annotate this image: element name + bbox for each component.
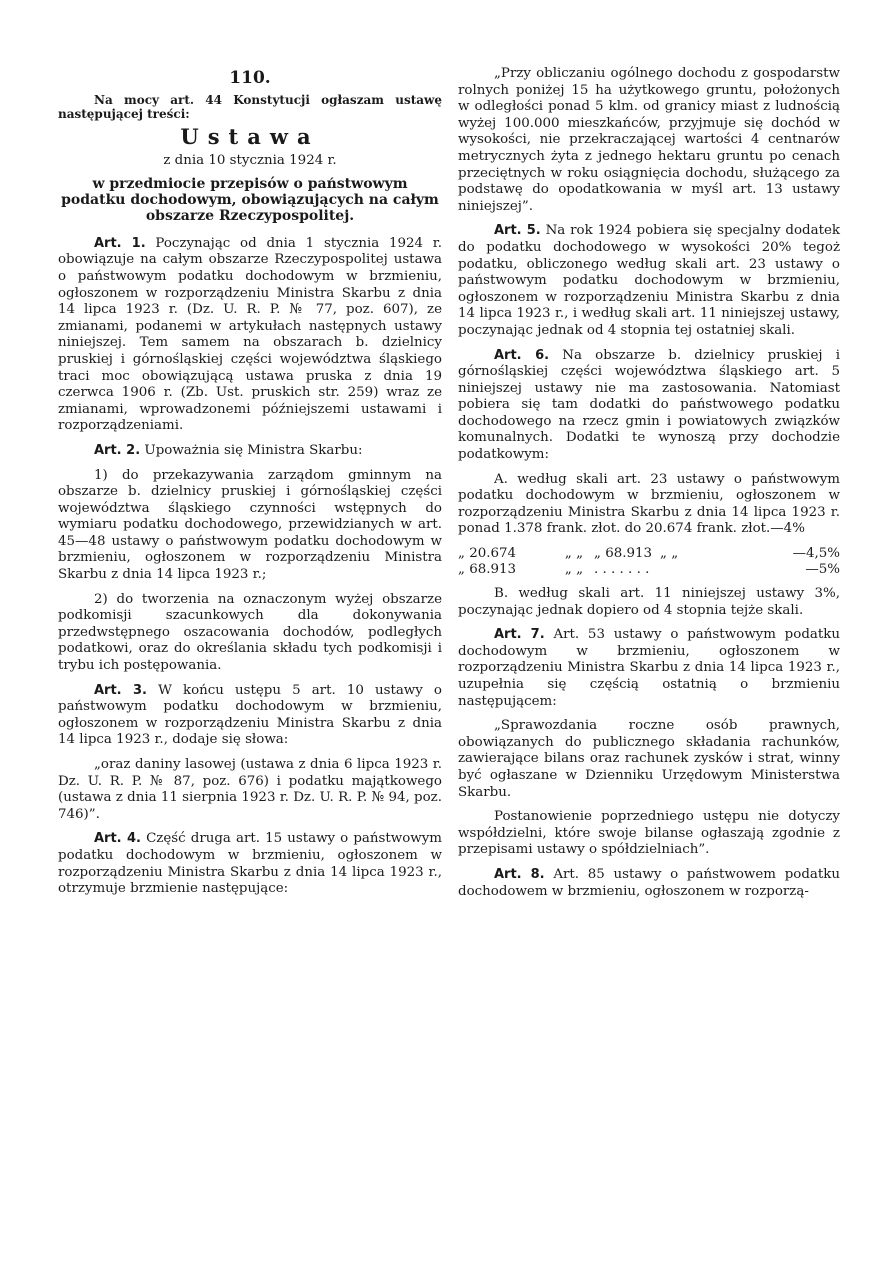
table-cell: „ 68.913: [594, 546, 653, 562]
article-4-quote: „Przy obliczaniu ogólnego dochodu z gospodarstw rolnych poniżej 15 ha użytkowego gruntu, położonych w odległości ponad 5 klm. od granicy miast z ludnością wyżej 100.000 mieszkańców, przyjmuje się dochód w wysokości, nie przekraczającej wartości 4 centnarów metrycznych żyta z jednego hektaru gruntu po cenach przeciętnych w roku osiągnięcia dochodu, służącego za podstawę do opodatkowania w myśl art. 13 ustawy niniejszej”.: [458, 66, 840, 214]
table-row: [458, 546, 840, 562]
article-4-label: Art. 4.: [94, 831, 141, 847]
article-8-text: Art. 85 ustawy o państwowem podatku dochodowem w brzmieniu, ogłoszonem w rozporzą-: [458, 866, 841, 899]
article-8: [458, 867, 840, 900]
article-2: [58, 443, 442, 460]
article-8-label: Art. 8.: [494, 866, 545, 882]
document-title: Ustawa: [180, 123, 320, 149]
table-cell: —5%: [805, 562, 840, 578]
rate-table: [458, 546, 840, 578]
article-7-quote-2: Postanowienie poprzedniego ustępu nie dotyczy współdzielni, które swoje bilanse ogłaszają zgodnie z przepisami ustawy o spółdzielniach”.: [458, 809, 840, 858]
article-3-quote: „oraz daniny lasowej (ustawa z dnia 6 lipca 1923 r. Dz. U. R. P. № 87, poz. 676) i podatku majątkowego (ustawa z dnia 11 sierpnia 1923 r. Dz. U. R. P. № 94, poz. 746)”.: [58, 757, 442, 822]
article-6-text: Na obszarze b. dzielnicy pruskiej i górnośląskiej części województwa śląskiego art. 5 niniejszej ustawy nie ma zastosowania. Natomiast pobiera się tam dodatki do państwowego podatku dochodowego na rzecz gmin i powiatowych związków komunalnych. Dodatki te wynoszą przy dochodzie podatkowym:: [458, 347, 840, 463]
article-7-text: Art. 53 ustawy o państwowym podatku dochodowym w brzmieniu, ogłoszonem w rozporządzeniu Ministra Skarbu z dnia 14 lipca 1923 r., uzupełnia się częścią ostatnią o brzmieniu następującem:: [458, 627, 840, 709]
table-cell: „ 20.674: [458, 546, 517, 562]
article-7-label: Art. 7.: [494, 627, 545, 643]
article-6-label: Art. 6.: [494, 347, 550, 363]
article-5: [458, 223, 840, 339]
table-cell: —4,5%: [792, 546, 840, 562]
article-7-quote-1: „Sprawozdania roczne osób prawnych, obowiązanych do publicznego składania rachunków, zawierające bilans oraz rachunek zysków i strat, winny być ogłaszane w Dzienniku Urzędowym Ministerstwa Skarbu.: [458, 718, 840, 800]
table-cell: „ „: [660, 546, 679, 562]
article-3-text: W końcu ustępu 5 art. 10 ustawy o państwowym podatku dochodowym w brzmieniu, ogłoszonem w rozporządzeniu Ministra Skarbu z dnia 14 lipca 1923 r., dodaje się słowa:: [58, 682, 442, 748]
act-number: 110.: [229, 68, 271, 88]
article-1-text: Poczynając od dnia 1 stycznia 1924 r. obowiązuje na całym obszarze Rzeczypospolitej ustawa o państwowym podatku dochodowym w brzmieniu, ogłoszonem w rozporządzeniu Ministra Skarbu z dnia 14 lipca 1923 r. (Dz. U. R. P. № 77, poz. 607), ze zmianami, podanemi w artykułach następnych ustawy niniejszej. Tem samem na obszarach b. dzielnicy pruskiej i górnośląskiej części województwa śląskiego traci moc obowiązującą ustawa pruska z dnia 19 czerwca 1906 r. (Zb. Ust. pruskich str. 259) wraz ze zmianami, wprowadzonemi późniejszemi ustawami i rozporządzeniami.: [58, 235, 442, 434]
article-5-text: Na rok 1924 pobiera się specjalny dodatek do podatku dochodowego w wysokości 20% tegoż podatku, obliczonego według skali art. 23 ustawy o państwowym podatku dochodowym w brzmieniu, ogłoszonem w rozporządzeniu Ministra Skarbu z dnia 14 lipca 1923 r., i według skali art. 11 niniejszej ustawy, poczynając jednak od 4 stopnia tej ostatniej skali.: [458, 223, 840, 338]
right-column: [458, 66, 840, 908]
article-6-scale-b: B. według skali art. 11 niniejszej ustawy 3%, poczynając jednak dopiero od 4 stopnia tejże skali.: [458, 586, 840, 618]
left-column: [58, 66, 442, 906]
intro-text: Na mocy art. 44 Konstytucji ogłaszam ustawę następującej treści:: [58, 92, 442, 121]
article-2-point-2: 2) do tworzenia na oznaczonym wyżej obszarze podkomisji szacunkowych dla dokonywania przedwstępnego oszacowania dochodów, podległych podatkowi, oraz do określania składu tych podkomisji i trybu ich postępowania.: [58, 591, 442, 674]
table-cell: „ „: [564, 546, 584, 562]
article-5-label: Art. 5.: [494, 223, 541, 239]
article-2-point-1: 1) do przekazywania zarządom gminnym na obszarze b. dzielnicy pruskiej i górnośląskiej części województwa śląskiego czynności wstępnych do wymiaru podatku dochodowego, przewidzianych w art. 45—48 ustawy o państwowym podatku dochodowym w brzmieniu, ogłoszonem w rozporządzeniu Ministra Skarbu z dnia 14 lipca 1923 r.;: [58, 467, 442, 583]
article-3-label: Art. 3.: [94, 682, 147, 698]
document-date: z dnia 10 stycznia 1924 r.: [163, 153, 337, 169]
article-6-scale-a: A. według skali art. 23 ustawy o państwowym podatku dochodowym w brzmieniu, ogłoszonem w rozporządzeniu Ministra Skarbu z dnia 14 lipca 1923 r. ponad 1.378 frank. złot. do 20.674 frank. złot.—4%: [458, 471, 840, 537]
article-2-label: Art. 2.: [94, 442, 141, 458]
table-cell: „ „: [564, 562, 584, 578]
article-4-text: Część druga art. 15 ustawy o państwowym podatku dochodowym w brzmieniu, ogłoszonem w rozporządzeniu Ministra Skarbu z dnia 14 lipca 1923 r., otrzymuje brzmienie następujące:: [58, 831, 442, 897]
table-cell: „ 68.913: [458, 562, 517, 578]
article-1-label: Art. 1.: [94, 235, 146, 251]
table-row: [458, 562, 840, 578]
table-cell: . . . . . . .: [594, 562, 650, 578]
article-1: [58, 236, 442, 435]
article-3: [58, 683, 442, 749]
article-2-text: Upoważnia się Ministra Skarbu:: [144, 442, 363, 458]
article-7: [458, 627, 840, 710]
article-6: [458, 348, 840, 464]
article-4: [58, 831, 442, 897]
document-subject: w przedmiocie przepisów o państwowym podatku dochodowym, obowiązujących na całym obszarze Rzeczypospolitej.: [61, 175, 439, 224]
